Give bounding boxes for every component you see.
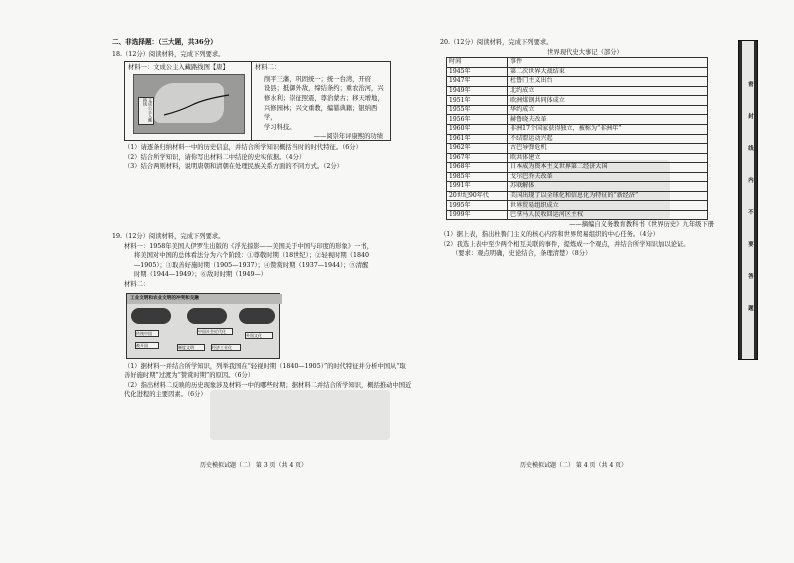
table-row <box>447 86 708 96</box>
diagram-oval <box>239 308 275 324</box>
table-row <box>447 67 708 77</box>
material-1 <box>125 62 252 140</box>
material-2 <box>252 62 389 140</box>
table-row <box>447 153 708 163</box>
question-18-sub-1: （1）请逐条归纳材料一中的历史信息，并结合所学知识概括当时的时代特征。（6分） <box>124 144 362 152</box>
table-row <box>447 115 708 125</box>
question-19-material-1-line: 材料一：1958年美国人伊罗生出版的《浮光掠影——美国关于中国与印度的形象》一书， <box>124 242 374 250</box>
diagram-title: 工业文明和农业文明的冲突和交融 <box>127 294 282 304</box>
material-1-title: 材料一：文成公主入藏路线图【唐】 <box>128 64 229 72</box>
table-row <box>447 134 708 144</box>
question-19-material-2-label: 材料二： <box>124 280 150 288</box>
question-18-intro: 18.（12分）阅读材料，完成下列要求。 <box>112 50 225 58</box>
row-time: 1985年 <box>447 172 508 182</box>
row-time: 1968年 <box>447 163 508 173</box>
seal-label: 内 <box>747 177 753 183</box>
seal-label: 密 <box>747 81 753 87</box>
diagram-box: 中国社会近代化 <box>197 328 233 335</box>
row-event: 不结盟运动兴起 <box>508 134 708 144</box>
row-event: 第二次世界大战结束 <box>508 67 708 77</box>
row-time: 1962年 <box>447 144 508 154</box>
left-page <box>112 38 412 400</box>
row-event: 巴拿马人民收回运河区主权 <box>508 210 708 220</box>
question-20-intro: 20.（12分）阅读材料，完成下列要求。 <box>440 39 553 46</box>
material-2-text <box>252 74 389 133</box>
row-event: 欧共体建立 <box>508 153 708 163</box>
row-event: 戈尔巴乔夫改革 <box>508 172 708 182</box>
question-19-material-1-line: —1905）；③取善好施时期（1905—1937）；④赞赏时期（1937—1944）；⑤清醒 <box>134 261 369 269</box>
diagram-oval <box>131 308 171 324</box>
seal-label: 题 <box>747 305 753 311</box>
row-time: 1955年 <box>447 105 508 115</box>
material-2-title: 材料二： <box>255 64 281 72</box>
diagram-box: 传统中国 <box>135 330 159 337</box>
table-row <box>447 105 708 115</box>
material-2-line: 学习科技。 <box>264 123 296 131</box>
events-table <box>446 57 708 220</box>
row-time: 1951年 <box>447 96 508 106</box>
diagram-box: 制度文明 <box>177 344 205 351</box>
diagram-oval <box>187 308 227 324</box>
right-page <box>440 38 730 259</box>
table-row <box>447 125 708 135</box>
route-map-image <box>133 74 245 134</box>
diagram-box: 被开国 <box>135 342 159 349</box>
row-event: 欧洲煤钢共同体成立 <box>508 96 708 106</box>
question-20-sub-1: （1）据上表，指出杜鲁门主义的核心内容和世界贸易组织的中心任务。（4分） <box>440 231 659 239</box>
seal-label: 要 <box>747 241 753 247</box>
diagram-box: 外国文化 <box>245 332 273 339</box>
question-18-sub-3: （3）结合两则材料，说明唐朝和清朝在处理民族关系方面的不同方式。（2分） <box>124 163 343 171</box>
question-20-sub-2-requirement: （要求：观点明确，史论结合，条理清楚）（8分） <box>452 250 592 258</box>
page-footer-left: 历史模拟试题（二） 第 3 页（共 4 页） <box>200 462 308 469</box>
page-footer-right: 历史模拟试题（二） 第 4 页（共 4 页） <box>520 462 628 469</box>
row-event: 华约成立 <box>508 105 708 115</box>
seal-line-sidebar <box>738 40 758 360</box>
table-row <box>447 163 708 173</box>
table-row <box>447 96 708 106</box>
question-19-sub-2: （2）指出材料二反映的历史现象涉及材料一中的哪些时期；据材料二并结合所学知识，概括推动中国近代化进程的主要因素。（6分） <box>124 381 412 399</box>
question-19-intro: 19.（12分）阅读材料，完成下列要求。 <box>112 232 225 240</box>
table-source: ——摘编自义务教育教科书《世界历史》九年级下册 <box>569 221 714 229</box>
row-time: 20世纪90年代 <box>447 191 508 201</box>
row-time: 1960年 <box>447 125 508 135</box>
header-event: 事件 <box>508 58 708 68</box>
seal-label: 封 <box>747 113 753 119</box>
table-row <box>447 182 708 192</box>
question-19-sub-1: （1）据材料一并结合所学知识，列举我国在“轻视时期（1840—1905）”的时代特征并分析中国从“取善好施时期”过渡为“赞赏时期”的原因。（6分） <box>124 362 406 380</box>
seal-strip <box>742 41 754 359</box>
row-event: 世界贸易组织成立 <box>508 201 708 211</box>
row-event: 苏联解体 <box>508 182 708 192</box>
question-18-materials <box>124 61 391 141</box>
header-time: 时间 <box>447 58 508 68</box>
row-event: 赫鲁晓夫改革 <box>508 115 708 125</box>
material-2-line: 设县；抵御外敌，缔结条约；重农治河，兴 <box>264 85 384 93</box>
table-row <box>447 172 708 182</box>
row-time: 1967年 <box>447 153 508 163</box>
row-event: 北约成立 <box>508 86 708 96</box>
row-event: 杜鲁门主义出台 <box>508 77 708 87</box>
seal-label: 线 <box>747 145 753 151</box>
table-header-row <box>447 58 708 68</box>
row-time: 1947年 <box>447 77 508 87</box>
seal-label: 答 <box>747 273 753 279</box>
diagram-box: 经济工业化 <box>211 344 241 351</box>
row-event: 美国出现了以全球化和信息化为特征的“新经济” <box>508 191 708 201</box>
row-event: 非洲17个国家获得独立，被称为“非洲年” <box>508 125 708 135</box>
question-19-material-1-line: 将美国对中国的总体看法分为六个阶段：①尊敬时期（18世纪）；②轻视时期（1840 <box>134 252 369 260</box>
row-time: 1999年 <box>447 210 508 220</box>
material-2-line: 修水利；崇征照震，尊治蒙古；移天增地， <box>264 94 384 102</box>
seal-label: 不 <box>747 209 753 215</box>
row-time: 1956年 <box>447 115 508 125</box>
question-19-material-1-line: 时期（1944—1949）；⑥敌对时期（1949—） <box>134 271 268 279</box>
route-line <box>134 75 244 133</box>
table-title: 世界现代史大事记（部分） <box>547 48 623 56</box>
row-event: 日本成为资本主义世界第二经济大国 <box>508 163 708 173</box>
row-time: 1945年 <box>447 67 508 77</box>
row-event: 古巴导弹危机 <box>508 144 708 154</box>
map-legend-label: 文成公主入藏路线 <box>138 97 154 125</box>
material-2-line: 削平三藩，巩固统一；统一台湾，开府 <box>264 75 372 83</box>
table-row <box>447 77 708 87</box>
material-2-line: 兴修园林；兴文重教，编纂典籍；银纳西学， <box>264 104 378 122</box>
civilization-diagram <box>126 293 280 359</box>
row-time: 1991年 <box>447 182 508 192</box>
question-20-sub-2: （2）我选上表中至少两个相互关联的事件，提炼成一个观点，并结合所学知识加以论证。 <box>440 240 690 248</box>
table-row <box>447 201 708 211</box>
table-row <box>447 210 708 220</box>
table-row <box>447 144 708 154</box>
table-row <box>447 191 708 201</box>
row-time: 1995年 <box>447 201 508 211</box>
section-title: 二、非选择题：（三大题，共36分） <box>112 38 217 46</box>
row-time: 1961年 <box>447 134 508 144</box>
row-time: 1949年 <box>447 86 508 96</box>
question-18-sub-2: （2）结合所学知识，请你写出材料二中结论的史实依据。（4分） <box>124 153 306 161</box>
material-2-source: ——阅崇年评康熙的功绩 <box>313 133 383 141</box>
